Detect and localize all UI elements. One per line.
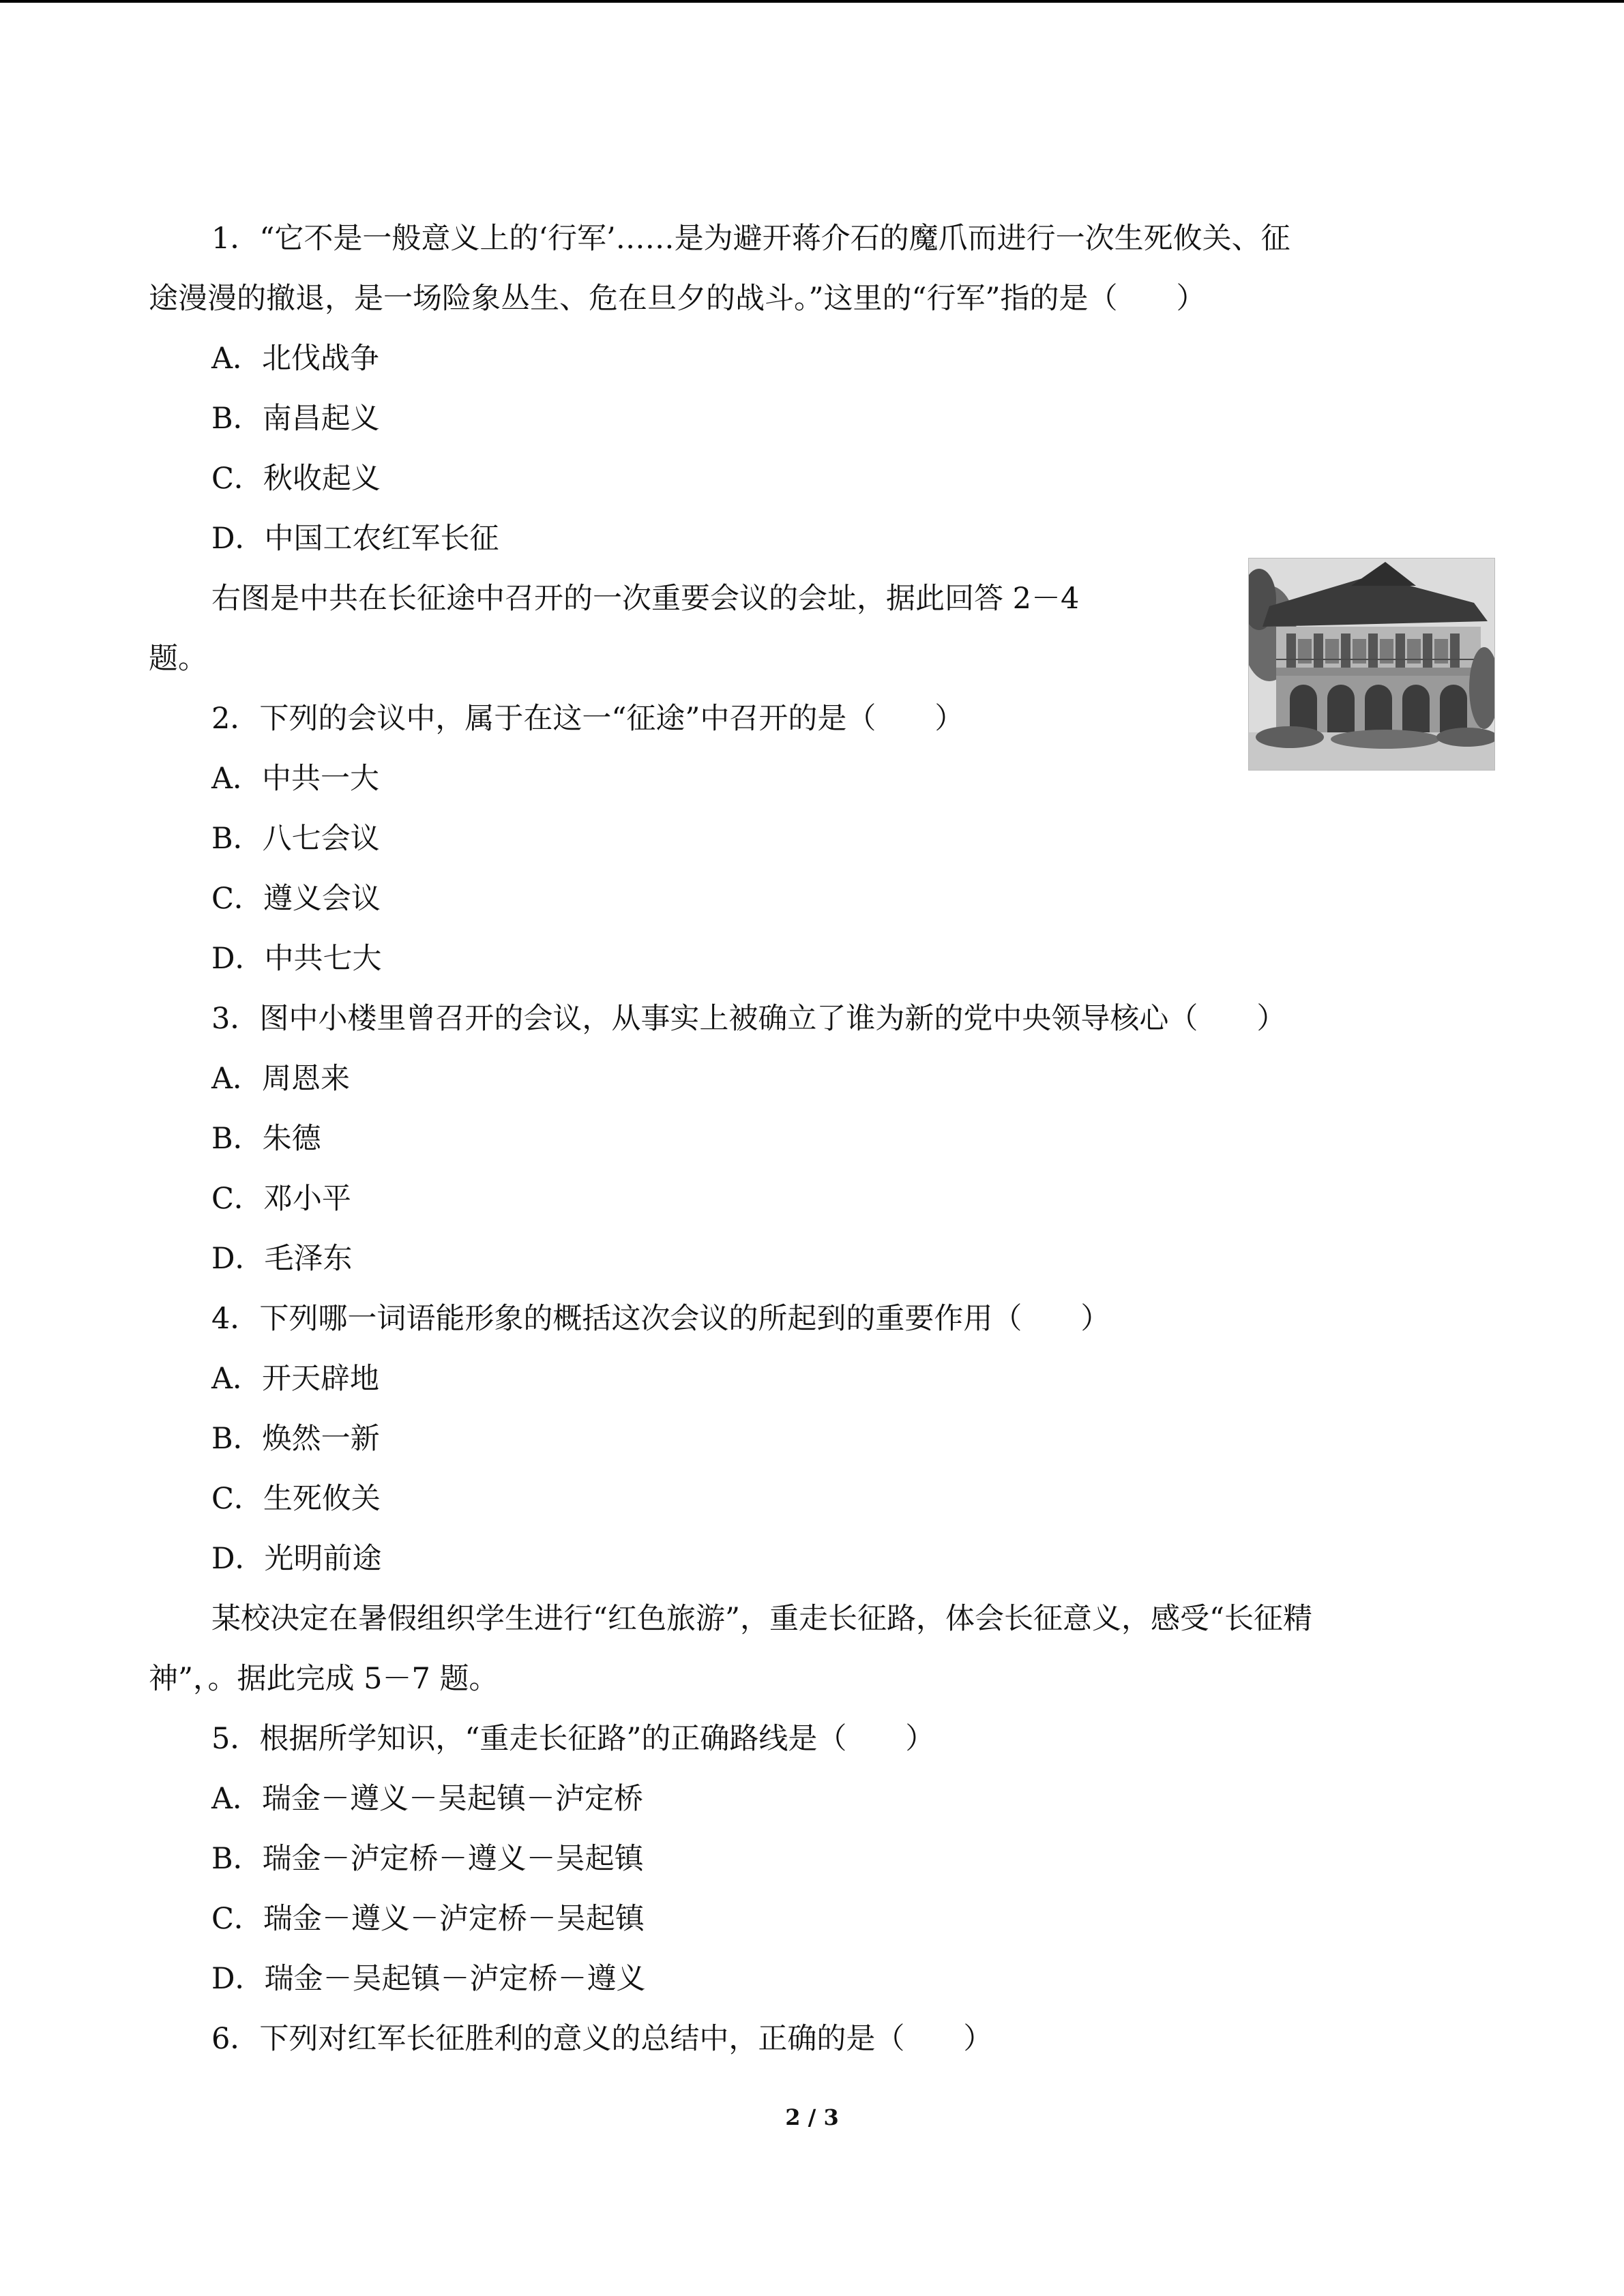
q4-option-c: C．生死攸关: [211, 1482, 381, 1516]
q5-stem: 5．根据所学知识，“重走长征路”的正确路线是（ ）: [211, 1722, 935, 1756]
q1-option-b: B．南昌起义: [211, 402, 380, 436]
intro-5-7-line2: 神”，。据此完成 5－7 题。: [149, 1662, 499, 1696]
q3-option-c: C．邓小平: [211, 1182, 351, 1216]
q2-option-d: D．中共七大: [211, 942, 382, 976]
meeting-site-photo: [1248, 558, 1495, 771]
q2-option-a: A．中共一大: [211, 762, 380, 796]
q2-option-b: B．八七会议: [211, 822, 380, 856]
q1-option-c: C．秋收起义: [211, 462, 381, 496]
q4-option-a: A．开天辟地: [211, 1362, 380, 1396]
q4-option-d: D．光明前途: [211, 1542, 382, 1576]
page-top-border: [0, 0, 1624, 3]
q4-stem: 4．下列哪一词语能形象的概括这次会议的所起到的重要作用（ ）: [211, 1302, 1110, 1336]
page-number: 2 / 3: [785, 2104, 839, 2130]
q1-option-a: A．北伐战争: [211, 342, 380, 376]
q5-option-c: C．瑞金－遵义－泸定桥－吴起镇: [211, 1902, 645, 1936]
intro-5-7-line1: 某校决定在暑假组织学生进行“红色旅游”，重走长征路，体会长征意义，感受“长征精: [211, 1602, 1312, 1636]
q2-stem: 2．下列的会议中，属于在这一“征途”中召开的是（ ）: [211, 702, 964, 736]
q1-option-d: D．中国工农红军长征: [211, 522, 499, 556]
q2-option-c: C．遵义会议: [211, 882, 381, 916]
q3-option-b: B．朱德: [211, 1122, 321, 1156]
q3-stem: 3．图中小楼里曾召开的会议，从事实上被确立了谁为新的党中央领导核心（ ）: [211, 1002, 1286, 1036]
intro-2-4-line2: 题。: [149, 642, 207, 676]
q3-option-d: D．毛泽东: [211, 1242, 353, 1276]
q5-option-d: D．瑞金－吴起镇－泸定桥－遵义: [211, 1962, 646, 1996]
q1-stem-line2: 途漫漫的撤退，是一场险象丛生、危在旦夕的战斗。”这里的“行军”指的是（ ）: [149, 282, 1206, 316]
q5-option-a: A．瑞金－遵义－吴起镇－泸定桥: [211, 1782, 644, 1816]
question-content: [149, 209, 1475, 2069]
q3-option-a: A．周恩来: [211, 1062, 351, 1096]
q6-stem: 6．下列对红军长征胜利的意义的总结中，正确的是（ ）: [211, 2022, 993, 2056]
intro-2-4-line1: 右图是中共在长征途中召开的一次重要会议的会址，据此回答 2－4: [211, 582, 1080, 616]
q4-option-b: B．焕然一新: [211, 1422, 380, 1456]
q1-stem-line1: 1．“它不是一般意义上的‘行军’……是为避开蒋介石的魔爪而进行一次生死攸关、征: [211, 222, 1290, 256]
q5-option-b: B．瑞金－泸定桥－遵义－吴起镇: [211, 1842, 644, 1876]
